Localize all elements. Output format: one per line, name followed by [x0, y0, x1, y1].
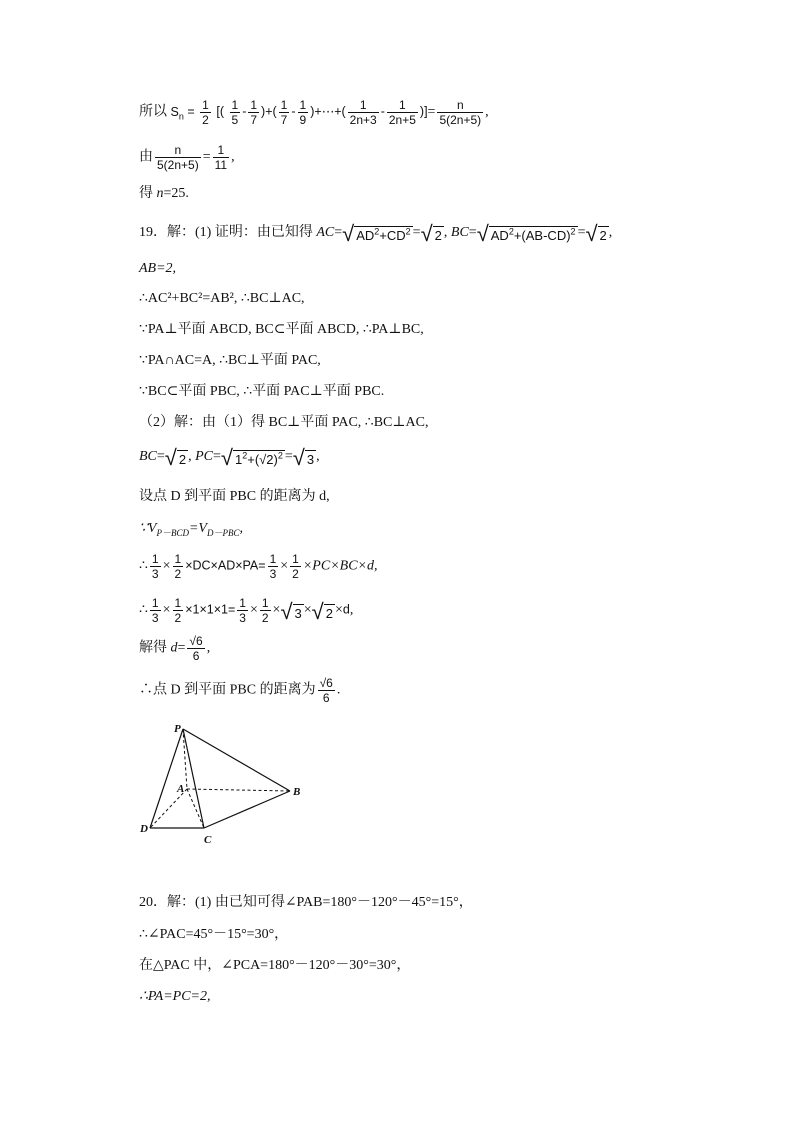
label-P: P [174, 723, 181, 735]
label-A: A [177, 783, 185, 795]
radical-sign: √ [476, 221, 489, 246]
text-l3: 在△PAC 中，∠PCA=180°－120°－30°=30°， [139, 958, 411, 973]
label-B: B [293, 786, 301, 798]
edge-PB [183, 729, 290, 791]
radical-sign: √ [420, 221, 433, 246]
den: 7 [250, 113, 258, 127]
label-C: C [204, 834, 212, 846]
plus: )+( [261, 104, 277, 119]
radicand: $1^2+(√2)^2$ [234, 450, 283, 467]
den: 3 [269, 567, 277, 581]
s20-line-3 [139, 959, 410, 973]
frac-1-2n3 [348, 98, 379, 127]
equals: = [156, 449, 165, 465]
var-n: n [156, 186, 164, 201]
period: . [336, 682, 341, 698]
num: 1 [151, 596, 159, 610]
comma: , [231, 149, 235, 165]
text-you: 由 [139, 149, 153, 165]
term: 2 [266, 452, 274, 467]
edge-CB [204, 791, 290, 828]
text-l6: ∵BC⊂平面 PBC, ∴平面 PAC⊥平面 PBC. [139, 384, 385, 399]
dots: +⋯+ [314, 104, 342, 119]
var-d: d [170, 640, 178, 656]
edge-AB [187, 789, 290, 791]
frac-n-5-2n5 [437, 98, 483, 127]
radical-sign: √ [164, 445, 177, 470]
text: =V [188, 521, 207, 536]
radical-sign: √ [292, 445, 305, 470]
equals: = [427, 104, 436, 120]
sqrt-3 [293, 446, 316, 468]
frac-n-5-2n5-b [155, 143, 201, 172]
den: 6 [318, 690, 335, 705]
den: 3 [239, 611, 246, 625]
num-val: 6 [196, 634, 203, 648]
s20-line-1 [139, 896, 473, 910]
s20-line-4 [139, 990, 211, 1004]
edge-PD [150, 729, 183, 828]
num: n [174, 143, 182, 157]
den: 2 [261, 611, 269, 625]
sub: D－PBC [206, 527, 240, 538]
den: 3 [151, 567, 159, 581]
text-AB: AB=2, [139, 261, 177, 276]
s19-line-5 [139, 354, 321, 368]
text-end: ×PC×BC×d, [302, 558, 378, 574]
text: ∵V [139, 521, 157, 536]
frac-1-7 [248, 98, 259, 127]
frac-1-9 [298, 98, 309, 127]
num: n [456, 98, 464, 112]
frac-1-7b [279, 98, 290, 127]
times: × [280, 558, 289, 574]
times: × [162, 602, 171, 618]
edge-AC [187, 789, 204, 828]
text-l1: 20．解：(1) 由已知可得∠PAB=180°－120°－45°=15°， [139, 895, 473, 910]
bracket-close: )] [419, 104, 428, 119]
bracket-open: [( [216, 104, 224, 119]
term: +(AB-CD) [513, 228, 571, 243]
exp: 2 [277, 450, 283, 461]
equals: = [577, 225, 586, 241]
minus: - [242, 104, 247, 119]
s19-line-14 [139, 676, 340, 705]
var-PC: PC [195, 449, 213, 465]
num: 1 [231, 98, 239, 112]
radicand: 2 [325, 605, 333, 621]
radicand: 2 [599, 228, 607, 243]
equals: = [177, 640, 186, 656]
comma: , [206, 640, 211, 656]
n-subscript: n [178, 111, 184, 122]
comma: , [485, 104, 489, 120]
therefore: ∴ [139, 602, 148, 618]
exp: 2 [570, 226, 576, 237]
s19-heading: 19．解：(1) 证明：由已知得 [139, 225, 317, 241]
times: × [303, 602, 312, 618]
var-BC: BC [139, 449, 157, 465]
term: +CD [379, 228, 406, 243]
exp: 2 [242, 450, 248, 461]
den: 5 [231, 113, 239, 127]
num: 1 [269, 552, 277, 566]
den: 2 [174, 611, 182, 625]
text-mid: ×DC×AD×PA= [185, 558, 266, 573]
value-25: =25. [163, 186, 189, 201]
radical-sign: √ [220, 445, 233, 470]
result-line [139, 187, 189, 201]
radical-sign: √ [311, 598, 324, 624]
den: 2n+3 [349, 113, 377, 127]
sqrt-2b [585, 222, 608, 244]
s19-line-6 [139, 385, 384, 399]
s19-line-10 [139, 522, 243, 536]
num: √6 [189, 634, 203, 648]
s19-line-11 [139, 552, 377, 581]
term: AD [490, 228, 509, 243]
var-BC: BC [450, 225, 469, 241]
exp: 2 [374, 226, 380, 237]
text-de: 得 [139, 186, 157, 201]
text-mid: ×1×1×1= [185, 602, 236, 617]
den: 5(2n+5) [439, 113, 482, 127]
radicand [489, 226, 578, 243]
text-l7: （2）解：由（1）得 BC⊥平面 PAC, ∴BC⊥AC, [139, 415, 429, 430]
S-n [170, 104, 184, 122]
den: 7 [280, 113, 288, 127]
frac-1-2n5 [387, 98, 418, 127]
comma: , [608, 225, 613, 241]
num: 1 [151, 552, 159, 566]
times: × [249, 602, 258, 618]
text-l3: ∴AC²+BC²=AB², ∴BC⊥AC, [139, 291, 305, 306]
sqrt-AD2-CD2 [342, 222, 413, 244]
frac-1-3c [150, 596, 161, 625]
num: 1 [202, 98, 209, 112]
frac-1-11 [213, 143, 229, 172]
frac-sqrt6-6 [187, 634, 204, 663]
equals: = [284, 449, 293, 465]
s19-line-8 [139, 446, 320, 468]
radicand: 3 [294, 605, 302, 621]
text-l5: ∵PA∩AC=A, ∴BC⊥平面 PAC, [139, 353, 321, 368]
num: 1 [359, 98, 367, 112]
equation-line [139, 143, 235, 172]
radicand [354, 226, 412, 243]
s19-line-4 [139, 323, 424, 337]
radicand: 2 [178, 452, 187, 467]
s19-line-13 [139, 634, 210, 663]
equals: = [468, 225, 477, 241]
sqrt-2d [312, 600, 335, 622]
s19-line-1 [139, 222, 612, 244]
s19-line-2 [139, 262, 176, 276]
solid-edges [150, 729, 290, 828]
minus: - [291, 104, 296, 119]
s20-line-2 [139, 928, 288, 942]
comma: , [316, 449, 320, 465]
num: 1 [261, 596, 269, 610]
den: 5(2n+5) [157, 158, 199, 172]
text: , [239, 521, 243, 536]
s19-line-12 [139, 596, 353, 625]
sqrt-2 [421, 222, 444, 244]
exp: 2 [508, 226, 514, 237]
s19-line-3 [139, 292, 305, 306]
num: √6 [319, 676, 333, 690]
sqrt-3b [280, 600, 303, 622]
num: 1 [292, 552, 299, 566]
den: 11 [214, 158, 228, 172]
num: 1 [239, 596, 246, 610]
exp: 2 [405, 226, 411, 237]
text-l4: ∴PA=PC=2, [139, 989, 211, 1004]
frac-1-3 [150, 552, 161, 581]
num: 1 [299, 98, 307, 112]
radical-sign: √ [585, 221, 598, 246]
equals: = [202, 149, 211, 165]
den: 9 [299, 113, 307, 127]
comma: , [443, 225, 451, 241]
num: 1 [250, 98, 258, 112]
sum-formula-line [139, 98, 489, 127]
frac-1-2 [173, 552, 184, 581]
S-symbol: S [170, 104, 179, 119]
num: 1 [399, 98, 406, 112]
sqrt-2c [165, 446, 188, 468]
pyramid-figure [130, 715, 320, 850]
paren: ) [310, 104, 315, 119]
equals: = [334, 225, 343, 241]
radical-sign: √ [342, 221, 355, 246]
term: AD [356, 228, 375, 243]
num: 1 [174, 552, 182, 566]
var-d: d [342, 602, 350, 617]
frac-1-2c [173, 596, 184, 625]
sqrt-AD2-ABCD2 [477, 222, 578, 244]
text-l9: 设点 D 到平面 PBC 的距离为 d, [139, 489, 330, 504]
times: × [334, 602, 343, 618]
num: 1 [280, 98, 288, 112]
text-suoyi: 所以 [139, 104, 167, 120]
times: × [162, 558, 171, 574]
therefore: ∴ [139, 558, 148, 574]
text-l2: ∴∠PAC=45°－15°=30°， [139, 927, 289, 942]
text-l14: ∴点 D 到平面 PBC 的距离为 [139, 682, 316, 698]
equals: = [213, 449, 221, 465]
radicand: 3 [306, 452, 315, 467]
text-l4: ∵PA⊥平面 ABCD, BC⊂平面 ABCD, ∴PA⊥BC, [139, 322, 424, 337]
frac-1-3d [237, 596, 248, 625]
radicand: 2 [434, 228, 442, 243]
equals: = [412, 225, 421, 241]
volume-eq [139, 521, 243, 536]
den: 2 [202, 113, 209, 127]
frac-1-2d [260, 596, 271, 625]
den: 3 [151, 611, 159, 625]
num-val: 6 [326, 676, 333, 690]
sqrt-1-plus-2 [221, 446, 285, 468]
radical-sign: √ [280, 598, 293, 624]
s19-line-9 [139, 490, 330, 504]
comma: , [349, 602, 354, 618]
den: 2 [292, 567, 299, 581]
equals: = [187, 104, 195, 119]
s19-line-7 [139, 416, 429, 430]
frac-sqrt6-6b [318, 676, 335, 705]
frac-1-2 [200, 98, 211, 127]
times: × [272, 602, 281, 618]
den: 2n+5 [388, 113, 416, 127]
text-jiede: 解得 [139, 640, 171, 656]
sub: P－BCD [156, 527, 189, 538]
den: 2 [174, 567, 182, 581]
paren: ( [341, 104, 346, 119]
var-AC: AC [316, 225, 335, 241]
frac-1-2b [290, 552, 301, 581]
label-D: D [140, 823, 148, 835]
minus: - [380, 104, 385, 119]
frac-1-3b [268, 552, 279, 581]
num: 1 [217, 143, 225, 157]
comma: , [188, 449, 196, 465]
den: 6 [187, 648, 204, 663]
num: 1 [174, 596, 182, 610]
frac-1-5 [230, 98, 241, 127]
